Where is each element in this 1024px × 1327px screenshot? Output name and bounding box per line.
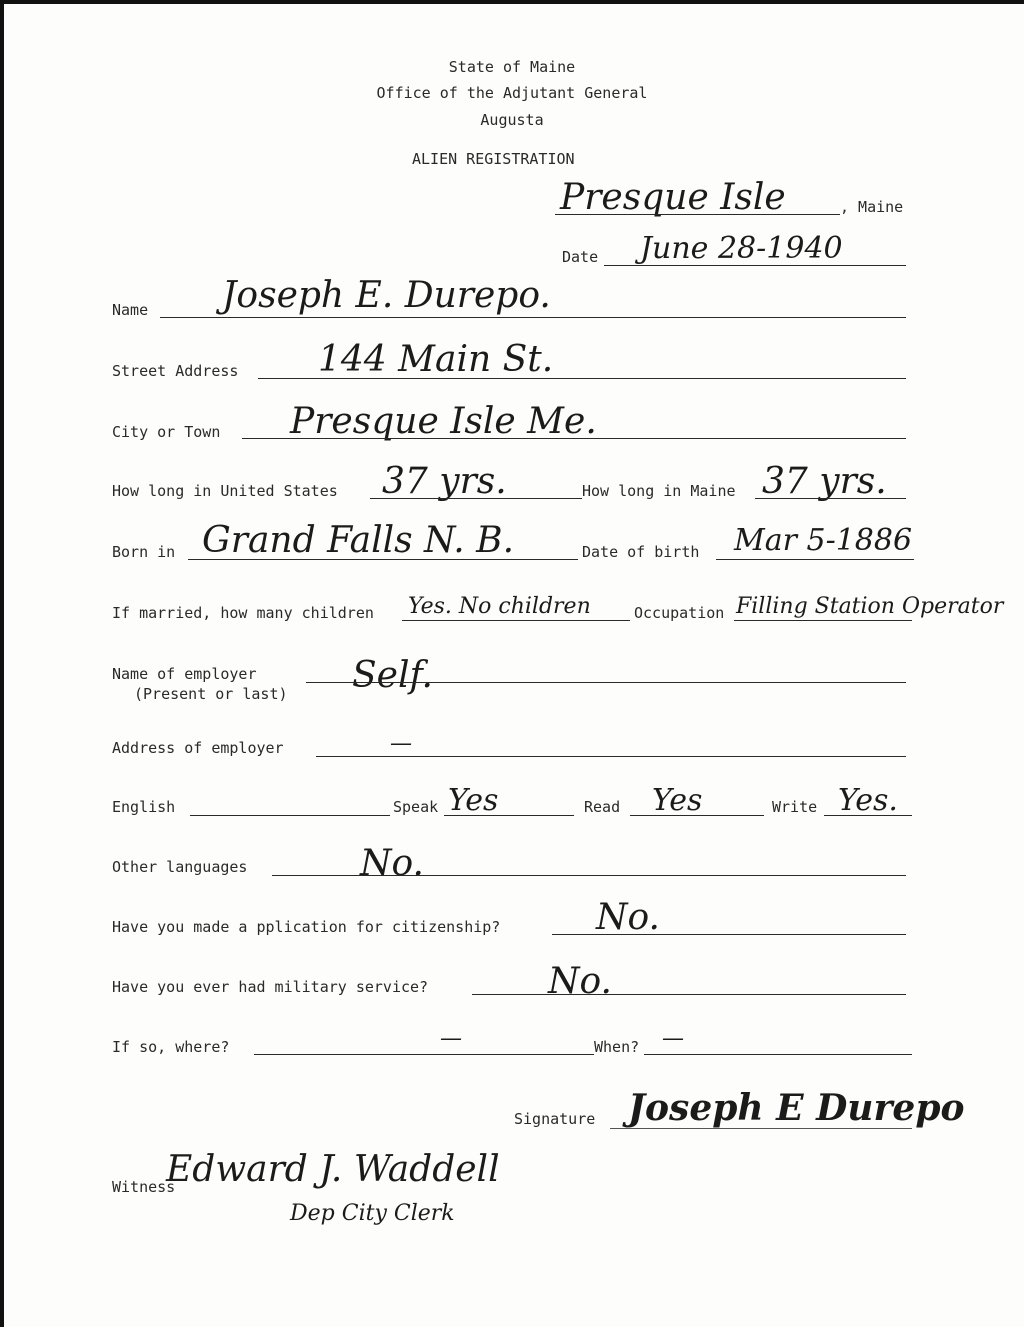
citizenship-label: Have you made a pplication for citizenship? bbox=[112, 918, 501, 936]
witness-label: Witness bbox=[112, 1178, 176, 1196]
occupation-line bbox=[734, 620, 912, 621]
citizenship-value: No. bbox=[596, 897, 660, 938]
date-of-birth-line bbox=[716, 559, 914, 560]
header-city: Augusta bbox=[480, 111, 544, 129]
employer-address-line bbox=[316, 756, 906, 757]
employer-sublabel: (Present or last) bbox=[134, 685, 288, 703]
other-languages-label: Other languages bbox=[112, 858, 248, 876]
when-label: When? bbox=[594, 1038, 640, 1056]
date-label: Date bbox=[562, 248, 599, 266]
born-in-label: Born in bbox=[112, 543, 176, 561]
speak-value: Yes bbox=[448, 783, 499, 818]
date-value: June 28-1940 bbox=[640, 231, 843, 266]
name-label: Name bbox=[112, 301, 149, 319]
witness-title: Dep City Clerk bbox=[290, 1201, 455, 1226]
how-long-maine-label: How long in Maine bbox=[582, 482, 736, 500]
signature-line bbox=[610, 1128, 912, 1129]
location-line bbox=[555, 214, 840, 215]
signature-label: Signature bbox=[514, 1110, 596, 1128]
employer-line bbox=[306, 682, 906, 683]
how-long-maine-line bbox=[755, 498, 906, 499]
when-line bbox=[644, 1054, 912, 1055]
city-label: City or Town bbox=[112, 423, 221, 441]
where-line bbox=[254, 1054, 594, 1055]
occupation-value: Filling Station Operator bbox=[736, 594, 1004, 619]
header-state: State of Maine bbox=[448, 58, 576, 76]
city-value: Presque Isle Me. bbox=[290, 401, 597, 442]
read-line bbox=[630, 815, 764, 816]
born-in-line bbox=[188, 559, 578, 560]
citizenship-line bbox=[552, 934, 906, 935]
how-long-us-label: How long in United States bbox=[112, 482, 338, 500]
employer-address-label: Address of employer bbox=[112, 739, 284, 757]
children-value: Yes. No children bbox=[408, 594, 591, 619]
english-label: English bbox=[112, 798, 176, 816]
speak-label: Speak bbox=[393, 798, 439, 816]
occupation-label: Occupation bbox=[634, 604, 725, 622]
when-value: — bbox=[662, 1026, 684, 1051]
scan-edge-top bbox=[0, 0, 1024, 4]
date-of-birth-value: Mar 5-1886 bbox=[734, 523, 913, 558]
children-label: If married, how many children bbox=[112, 604, 374, 622]
street-address-line bbox=[258, 378, 906, 379]
name-line bbox=[160, 317, 906, 318]
where-value: — bbox=[440, 1026, 462, 1051]
write-label: Write bbox=[772, 798, 818, 816]
how-long-us-line bbox=[370, 498, 582, 499]
scan-edge-left bbox=[0, 0, 4, 1327]
signature-value: Joseph E Durepo bbox=[628, 1087, 965, 1129]
english-line bbox=[190, 815, 390, 816]
date-line bbox=[604, 265, 906, 266]
location-value: Presque Isle bbox=[560, 177, 786, 218]
other-languages-line bbox=[272, 875, 906, 876]
how-long-maine-value: 37 yrs. bbox=[762, 461, 887, 502]
military-value: No. bbox=[548, 961, 612, 1002]
employer-label: Name of employer bbox=[112, 665, 257, 683]
military-line bbox=[472, 994, 906, 995]
city-line bbox=[242, 438, 906, 439]
form-title: ALIEN REGISTRATION bbox=[412, 150, 575, 168]
where-label: If so, where? bbox=[112, 1038, 230, 1056]
read-value: Yes bbox=[652, 783, 703, 818]
military-label: Have you ever had military service? bbox=[112, 978, 429, 996]
born-in-value: Grand Falls N. B. bbox=[202, 520, 515, 561]
street-address-label: Street Address bbox=[112, 362, 239, 380]
children-line bbox=[402, 620, 630, 621]
read-label: Read bbox=[584, 798, 621, 816]
other-languages-value: No. bbox=[360, 843, 424, 884]
name-value: Joseph E. Durepo. bbox=[222, 275, 551, 316]
location-suffix: , Maine bbox=[840, 198, 904, 216]
employer-address-value: — bbox=[390, 731, 412, 756]
street-address-value: 144 Main St. bbox=[318, 339, 554, 380]
write-value: Yes. bbox=[838, 783, 898, 818]
witness-value: Edward J. Waddell bbox=[166, 1149, 500, 1190]
date-of-birth-label: Date of birth bbox=[582, 543, 700, 561]
how-long-us-value: 37 yrs. bbox=[382, 461, 507, 502]
speak-line bbox=[444, 815, 574, 816]
header-office: Office of the Adjutant General bbox=[376, 84, 648, 102]
write-line bbox=[824, 815, 912, 816]
employer-value: Self. bbox=[352, 655, 433, 696]
